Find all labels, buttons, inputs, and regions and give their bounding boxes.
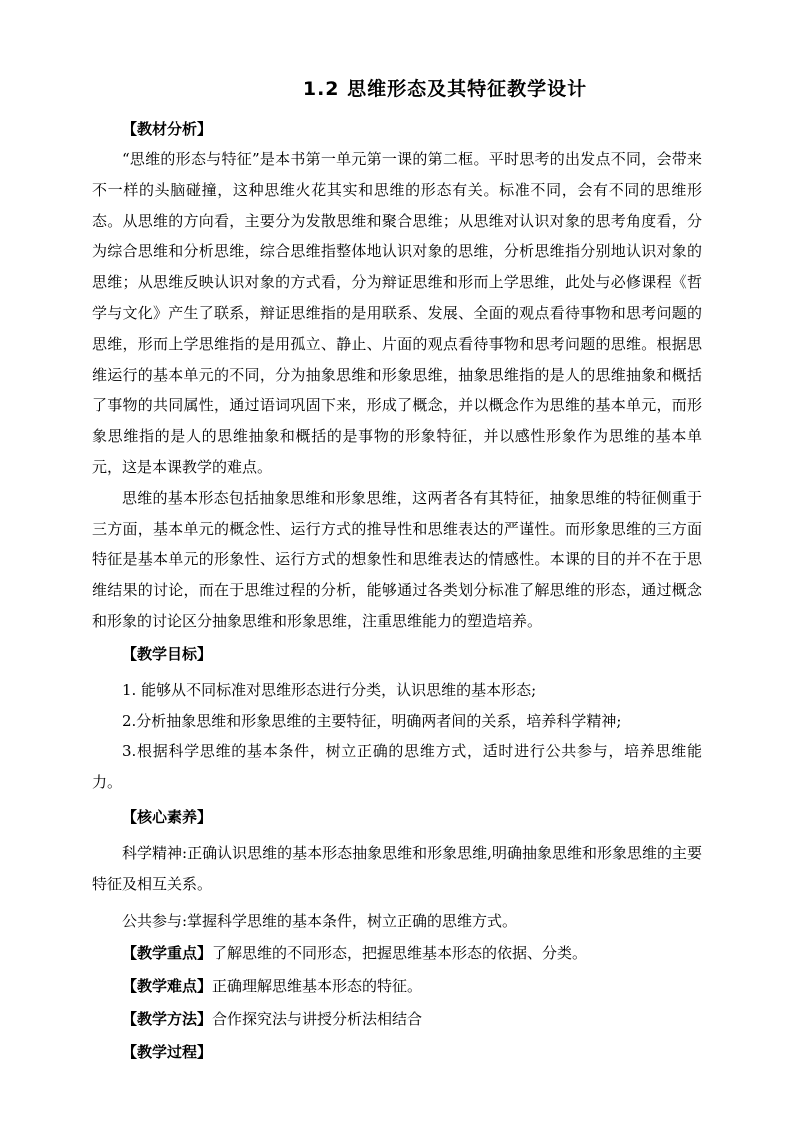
section-heading-difficulties: 【教学难点】	[122, 977, 213, 996]
key-points-line	[92, 938, 702, 969]
methods-text: 合作探究法与讲授分析法相结合	[212, 1009, 423, 1028]
core-literacy-paragraph-1: 科学精神:正确认识思维的基本形态抽象思维和形象思维,明确抽象思维和形象思维的主要特征及相互关系。	[92, 843, 702, 893]
difficulties-text: 正确理解思维基本形态的特征。	[212, 977, 423, 996]
key-points-text: 了解思维的不同形态，把握思维基本形态的依据、分类。	[212, 944, 588, 963]
document-title: 1.2 思维形态及其特征教学设计	[302, 78, 588, 100]
section-heading-material-analysis: 【教材分析】	[122, 120, 213, 138]
teaching-goal-item-3: 3.根据科学思维的基本条件，树立正确的思维方式，适时进行公共参与，培养思维能力。	[92, 742, 702, 792]
difficulties-line	[92, 971, 702, 1002]
teaching-goal-item-2: 2.分析抽象思维和形象思维的主要特征，明确两者间的关系，培养科学精神;	[122, 711, 622, 730]
material-analysis-paragraph-1: “思维的形态与特征”是本书第一单元第一课的第二框。平时思考的出发点不同，会带来不一样的头脑碰撞，这种思维火花其实和思维的形态有关。标准不同，会有不同的思维形态。从思维的方向看，主要分为发散思维和聚合思维；从思维对认识对象的思考角度看，分为综合思维和分析思维，综合思维指整体地认识对象的思维，分析思维指分别地认识对象的思维；从思维反映认识对象的方式看，分为辩证思维和形而上学思维，此处与必修课程《哲学与文化》产生了联系，辩证思维指的是用联系、发展、全面的观点看待事物和思考问题的思维，形而上学思维指的是用孤立、静止、片面的观点看待事物和思考问题的思维。根据思维运行的基本单元的不同，分为抽象思维和形象思维，抽象思维指的是人的思维抽象和概括了事物的共同属性，通过语词巩固下来，形成了概念，并以概念作为思维的基本单元，而形象思维指的是人的思维抽象和概括的是事物的形象特征，并以感性形象作为思维的基本单元，这是本课教学的难点。	[92, 150, 702, 476]
methods-line	[92, 1004, 702, 1035]
section-heading-process: 【教学过程】	[122, 1042, 213, 1061]
material-analysis-paragraph-2: 思维的基本形态包括抽象思维和形象思维，这两者各有其特征，抽象思维的特征侧重于三方面，基本单元的概念性、运行方式的推导性和思维表达的严谨性。而形象思维的三方面特征是基本单元的形象性、运行方式的想象性和思维表达的情感性。本课的目的并不在于思维结果的讨论，而在于思维过程的分析，能够通过各类划分标准了解思维的形态，通过概念和形象的讨论区分抽象思维和形象思维，注重思维能力的塑造培养。	[92, 488, 702, 630]
core-literacy-paragraph-2: 公共参与:掌握科学思维的基本条件，树立正确的思维方式。	[122, 911, 518, 930]
section-heading-key-points: 【教学重点】	[122, 944, 213, 963]
section-heading-core-literacy: 【核心素养】	[122, 807, 213, 826]
teaching-goal-item-1: 1. 能够从不同标准对思维形态进行分类，认识思维的基本形态;	[122, 680, 537, 699]
section-heading-methods: 【教学方法】	[122, 1009, 213, 1028]
section-heading-teaching-goals: 【教学目标】	[122, 644, 213, 663]
